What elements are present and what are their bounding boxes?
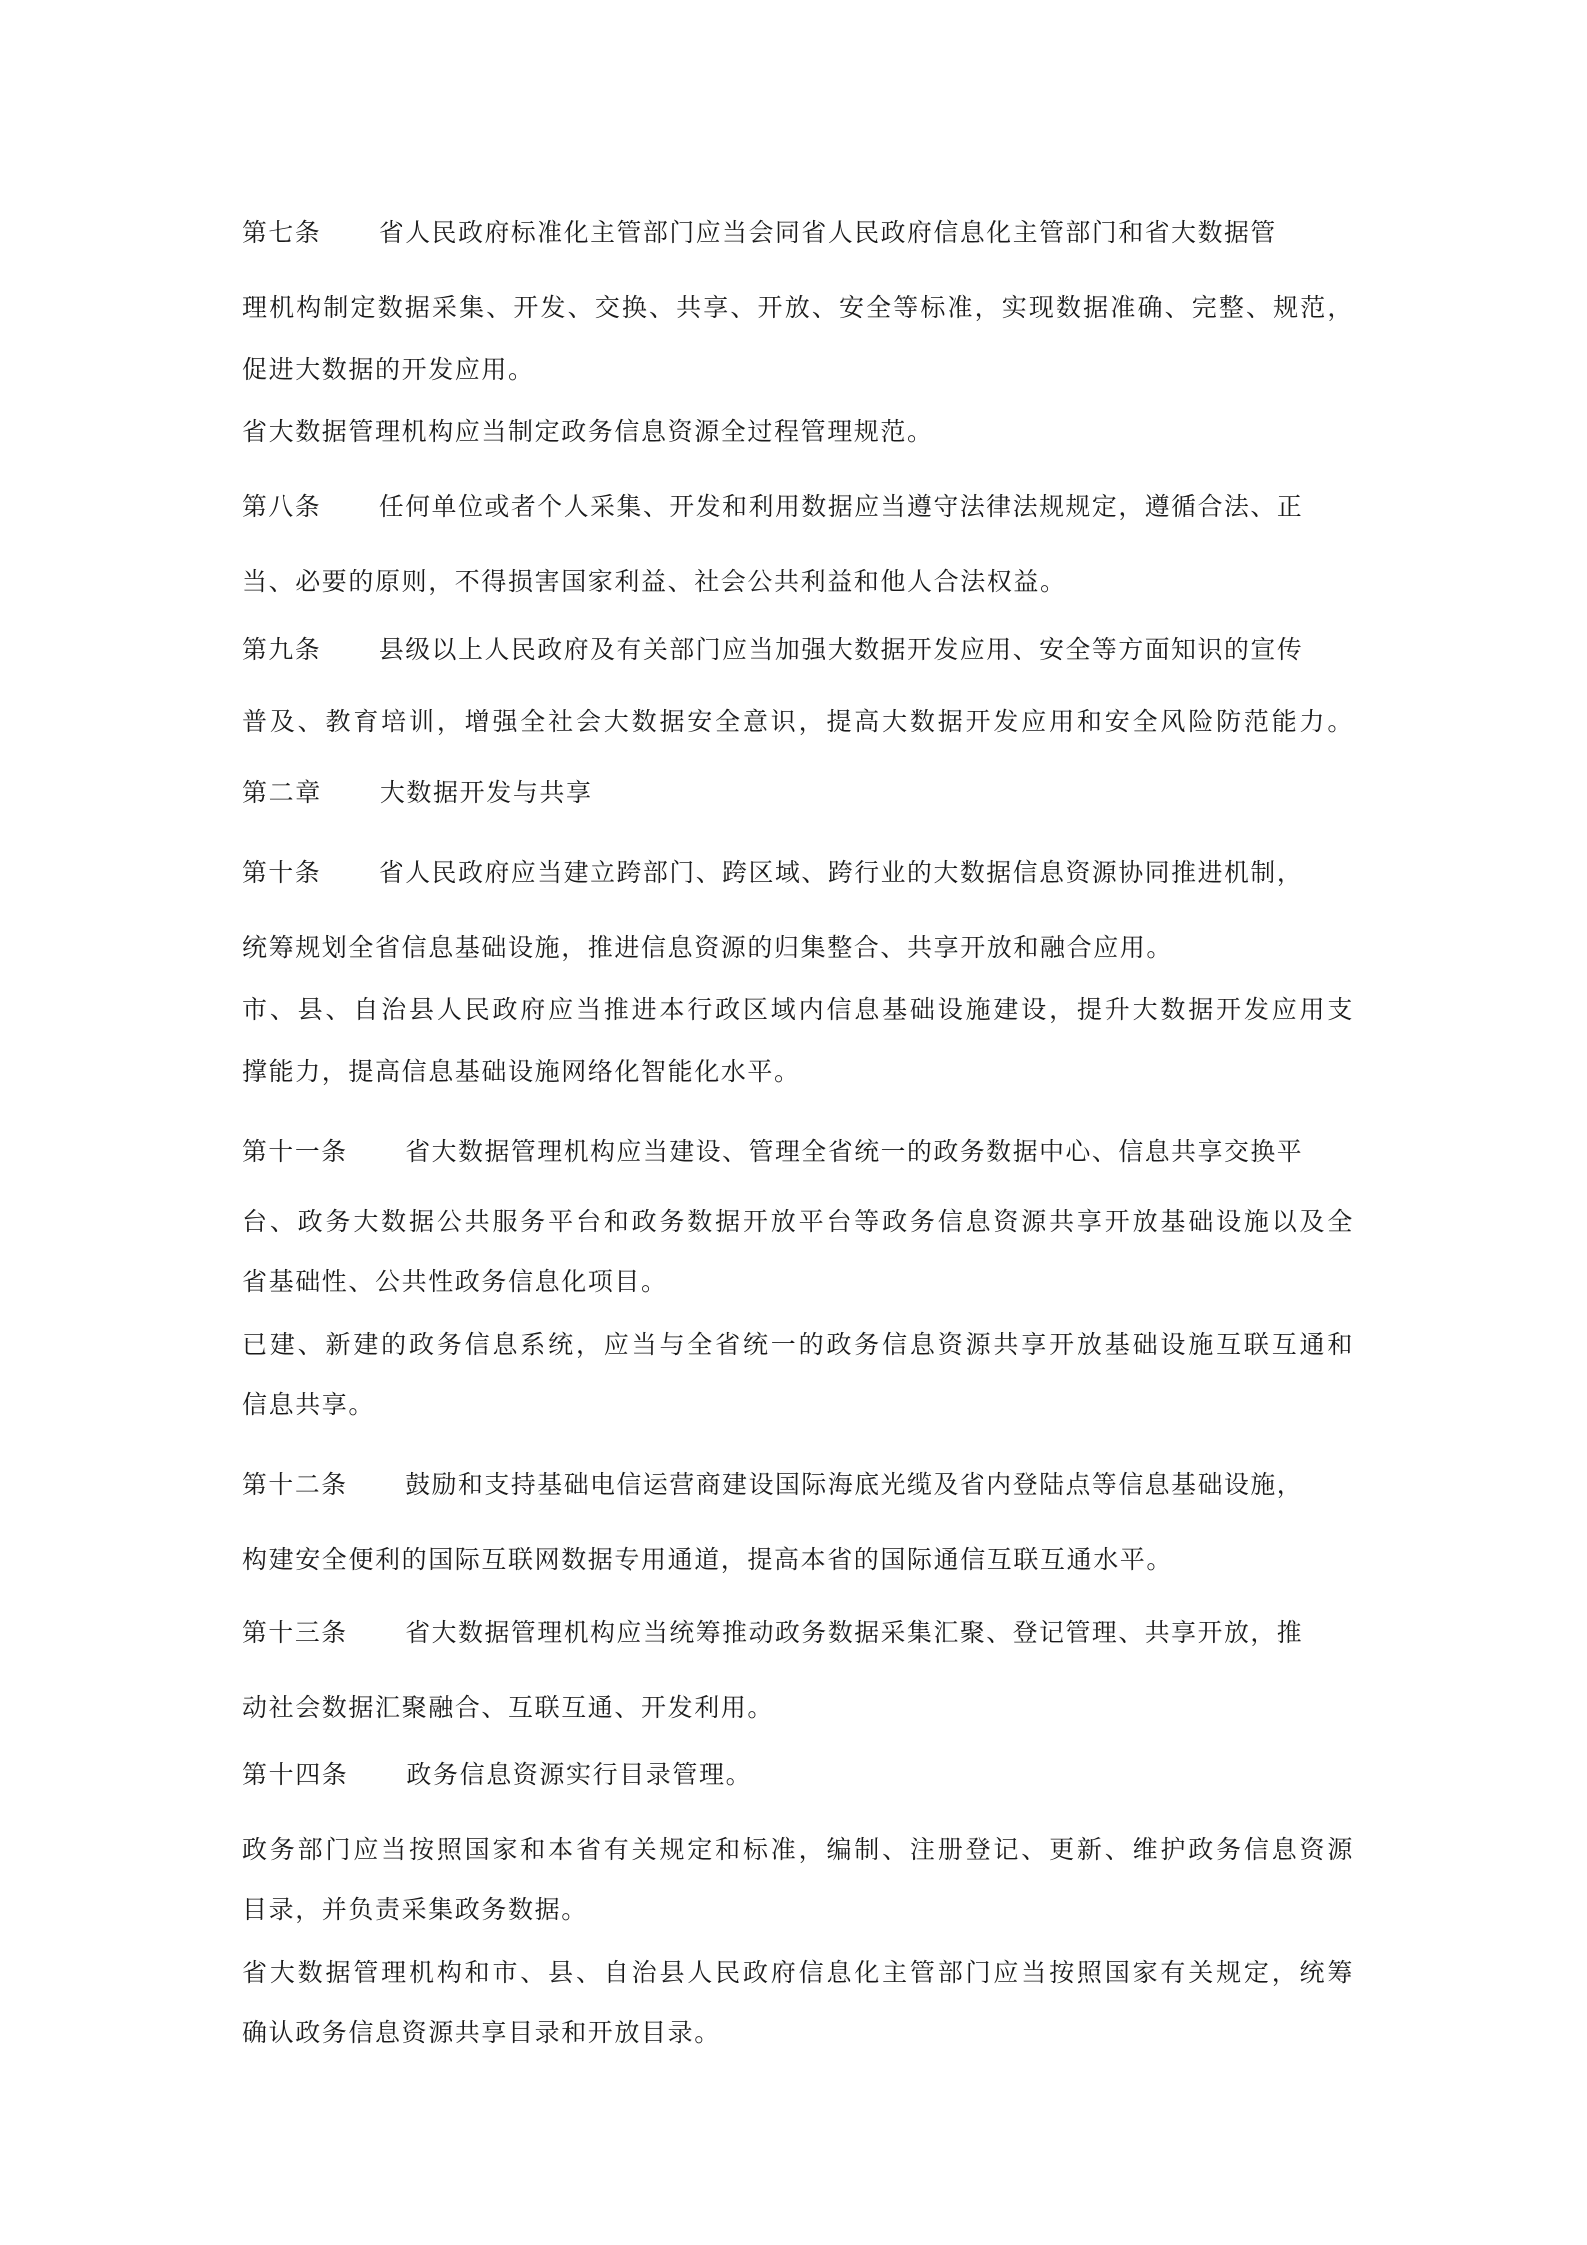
- article-heading-line: [242, 778, 1362, 808]
- line-text: 目录，并负责采集政务数据。: [242, 1895, 588, 1924]
- line-text: 撑能力，提高信息基础设施网络化智能化水平。: [242, 1057, 801, 1086]
- paragraph-line: [242, 933, 1362, 963]
- article-number: 第九条: [242, 635, 322, 664]
- article-number: 第二章: [242, 778, 322, 807]
- paragraph-line: [242, 1835, 1354, 1865]
- paragraph-line: [242, 355, 1362, 385]
- line-text: 构建安全便利的国际互联网数据专用通道，提高本省的国际通信互联互通水平。: [242, 1545, 1174, 1574]
- paragraph-line: [242, 995, 1354, 1025]
- article-heading-line: [242, 1137, 1354, 1167]
- paragraph-line: [242, 1330, 1354, 1360]
- line-text: 大数据开发与共享: [379, 778, 593, 807]
- line-text: 省大数据管理机构和市、县、自治县人民政府信息化主管部门应当按照国家有关规定，统筹: [242, 1958, 1354, 1987]
- paragraph-line: [242, 1693, 1362, 1723]
- article-heading-line: [242, 635, 1354, 665]
- line-text: 理机构制定数据采集、开发、交换、共享、开放、安全等标准，实现数据准确、完整、规范，: [242, 293, 1354, 322]
- paragraph-line: [242, 2018, 1362, 2048]
- paragraph-line: [242, 417, 1362, 447]
- article-heading-line: [242, 858, 1354, 888]
- paragraph-line: [242, 293, 1354, 323]
- paragraph-line: [242, 567, 1362, 597]
- line-text: 信息共享。: [242, 1390, 376, 1419]
- line-text: 动社会数据汇聚融合、互联互通、开发利用。: [242, 1693, 775, 1722]
- article-heading-line: [242, 218, 1354, 248]
- article-number: 第十一条: [242, 1137, 348, 1166]
- article-number: 第十四条: [242, 1760, 349, 1789]
- line-text: 当、必要的原则，不得损害国家利益、社会公共利益和他人合法权益。: [242, 567, 1067, 596]
- article-number: 第十三条: [242, 1618, 348, 1647]
- line-text: 省大数据管理机构应当统筹推动政务数据采集汇聚、登记管理、共享开放，推: [405, 1618, 1304, 1647]
- paragraph-line: [242, 1207, 1354, 1237]
- line-text: 促进大数据的开发应用。: [242, 355, 535, 384]
- article-heading-line: [242, 492, 1354, 522]
- line-text: 省大数据管理机构应当制定政务信息资源全过程管理规范。: [242, 417, 934, 446]
- line-text: 市、县、自治县人民政府应当推进本行政区域内信息基础设施建设，提升大数据开发应用支: [242, 995, 1354, 1024]
- line-text: 省大数据管理机构应当建设、管理全省统一的政务数据中心、信息共享交换平: [405, 1137, 1304, 1166]
- line-text: 鼓励和支持基础电信运营商建设国际海底光缆及省内登陆点等信息基础设施，: [405, 1470, 1304, 1499]
- paragraph-line: [242, 1895, 1362, 1925]
- article-heading-line: [242, 1760, 1362, 1790]
- line-text: 省人民政府标准化主管部门应当会同省人民政府信息化主管部门和省大数据管: [378, 218, 1277, 247]
- line-text: 政务信息资源实行目录管理。: [406, 1760, 753, 1789]
- paragraph-line: [242, 1545, 1362, 1575]
- line-text: 普及、教育培训，增强全社会大数据安全意识，提高大数据开发应用和安全风险防范能力。: [242, 707, 1354, 736]
- paragraph-line: [242, 1057, 1362, 1087]
- article-heading-line: [242, 1470, 1354, 1500]
- paragraph-line: [242, 1267, 1362, 1297]
- line-text: 省人民政府应当建立跨部门、跨区域、跨行业的大数据信息资源协同推进机制，: [378, 858, 1304, 887]
- line-text: 已建、新建的政务信息系统，应当与全省统一的政务信息资源共享开放基础设施互联互通和: [242, 1330, 1354, 1359]
- line-text: 任何单位或者个人采集、开发和利用数据应当遵守法律法规规定，遵循合法、正: [378, 492, 1304, 521]
- article-number: 第七条: [242, 218, 322, 247]
- line-text: 统筹规划全省信息基础设施，推进信息资源的归集整合、共享开放和融合应用。: [242, 933, 1174, 962]
- article-number: 第十二条: [242, 1470, 348, 1499]
- paragraph-line: [242, 1958, 1354, 1988]
- line-text: 县级以上人民政府及有关部门应当加强大数据开发应用、安全等方面知识的宣传: [378, 635, 1304, 664]
- line-text: 台、政务大数据公共服务平台和政务数据开放平台等政务信息资源共享开放基础设施以及全: [242, 1207, 1354, 1236]
- article-number: 第八条: [242, 492, 322, 521]
- article-number: 第十条: [242, 858, 322, 887]
- line-text: 省基础性、公共性政务信息化项目。: [242, 1267, 668, 1296]
- paragraph-line: [242, 707, 1354, 737]
- paragraph-line: [242, 1390, 1362, 1420]
- article-heading-line: [242, 1618, 1354, 1648]
- line-text: 政务部门应当按照国家和本省有关规定和标准，编制、注册登记、更新、维护政务信息资源: [242, 1835, 1354, 1864]
- line-text: 确认政务信息资源共享目录和开放目录。: [242, 2018, 721, 2047]
